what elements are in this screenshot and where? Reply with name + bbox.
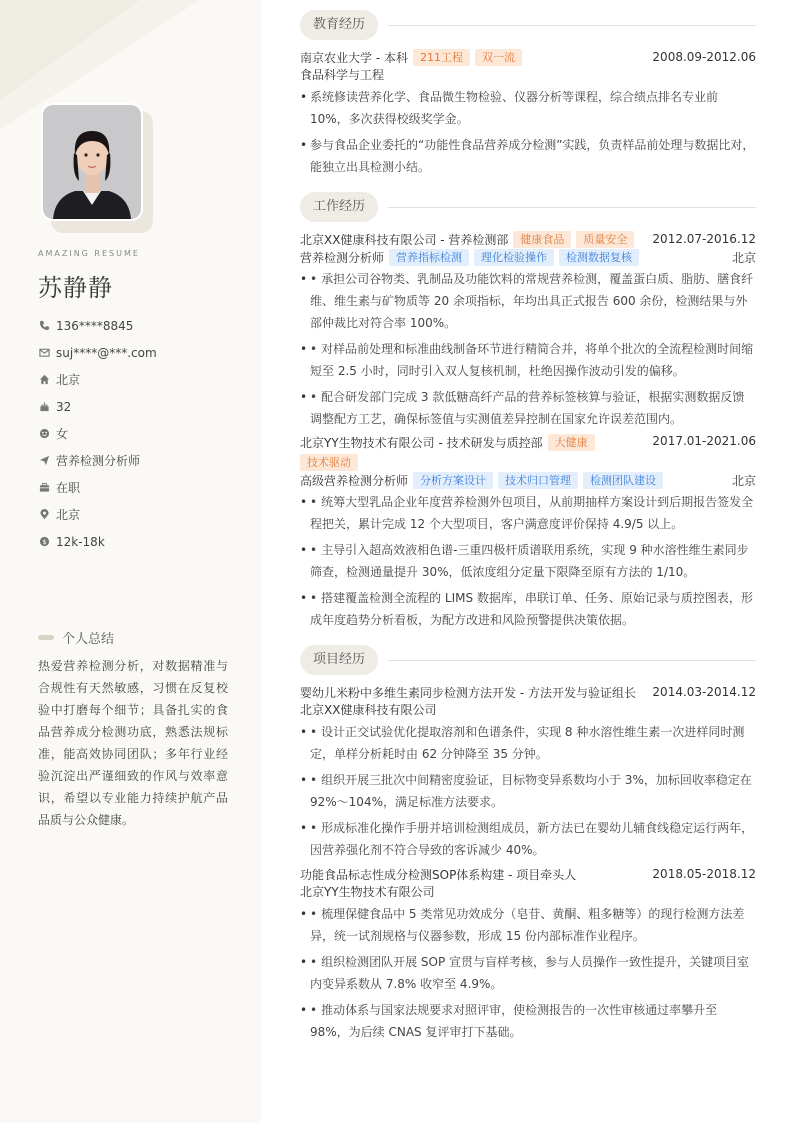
location-icon [38,509,50,521]
info-position [38,447,157,474]
heading-divider [388,660,756,661]
info-phone [38,312,157,339]
job-header-row [300,434,756,471]
residence-text: 北京 [56,373,81,387]
list-item: • • 组织检测团队开展 SOP 宣贯与盲样考核，参与人员操作一致性提升，关键项目室内变异系数从 7.8% 收窄至 4.9%。 [300,951,756,995]
job-role: 营养检测分析师 [300,250,385,265]
skill-tag: 技术归口管理 [498,472,578,489]
job-role-row [300,471,756,489]
avatar-photo [41,103,143,221]
job-date: 2017.01-2021.06 [652,434,756,448]
info-email [38,339,157,366]
education-tag: 双一流 [475,49,522,66]
project-header-row [300,683,756,701]
age-text: 32 [56,399,72,414]
job-bullets [300,268,756,430]
school-name: 南京农业大学 - 本科 [300,50,408,65]
job-role: 高级营养检测分析师 [300,473,409,488]
education-header-row [300,48,756,66]
svg-text:$: $ [41,537,47,546]
job-city: 北京 [731,250,756,265]
summary-title: 个人总结 [62,632,115,647]
company-tag: 大健康 [548,434,595,451]
list-item: • • 推动体系与国家法规要求对照评审，使检测报告的一次性审核通过率攀升至 98%，为后续 CNAS 复评审打下基础。 [300,999,756,1043]
contact-info-list [38,312,157,555]
list-item: • 系统修读营养化学、食品微生物检验、仪器分析等课程，综合绩点排名专业前10%，多次获得校级奖学金。 [300,86,756,130]
list-item: • • 梳理保健食品中 5 类常见功效成分（皂苷、黄酮、粗多糖等）的现行检测方法差异，统一试剂规格与仪器参数，形成 15 份内部标准作业程序。 [300,903,756,947]
briefcase-icon [38,482,50,494]
job-bullets [300,491,756,631]
info-age [38,393,157,420]
list-item: • • 承担公司谷物类、乳制品及功能饮料的常规营养检测，覆盖蛋白质、脂肪、膳食纤维、维生素与矿物质等 20 余项指标，年均出具正式报告 600 余份，检测结果与外部仲裁比对符合率 100%。 [300,268,756,334]
info-location [38,501,157,528]
project-org: 北京YY生物技术有限公司 [300,885,435,899]
education-title: 教育经历 [300,10,378,40]
project-name: 功能食品标志性成分检测SOP体系构建 - 项目牵头人 [300,867,577,882]
project-entry [300,865,756,1043]
project-name: 婴幼儿米粉中多维生素同步检测方法开发 - 方法开发与验证组长 [300,685,636,700]
company-tag: 技术驱动 [300,454,358,471]
info-residence [38,366,157,393]
project-date: 2018.05-2018.12 [652,867,756,881]
cake-icon [38,401,50,413]
heading-divider [388,25,756,26]
phone-icon [38,320,50,332]
list-item: • • 设计正交试验优化提取溶剂和色谱条件，实现 8 种水溶性维生素一次进样同时测定，单样分析耗时由 62 分钟降至 35 分钟。 [300,721,756,765]
project-org: 北京XX健康科技有限公司 [300,703,437,717]
heading-divider [388,207,756,208]
list-item: • 参与食品企业委托的“功能性食品营养成分检测”实践，负责样品前处理与数据比对，能独立出具检测小结。 [300,134,756,178]
candidate-name: 苏静静 [38,274,113,302]
summary-heading-bar [38,635,54,640]
work-section [300,192,756,631]
position-text: 营养检测分析师 [56,454,141,468]
job-city: 北京 [731,473,756,488]
education-tag: 211工程 [413,49,470,66]
sidebar [0,0,262,1123]
salary-text: 12k-18k [56,534,105,549]
project-date: 2014.03-2014.12 [652,685,756,699]
salary-icon [38,536,50,548]
project-bullets [300,903,756,1043]
summary-text: 热爱营养检测分析，对数据精准与合规性有天然敏感，习惯在反复校验中打磨每个细节；具备扎实的食品营养成分检测功底，熟悉法规标准，能高效协同团队；多年行业经验沉淀出严谨细致的作风与效率意识，希望以专业能力持续护航产品品质与公众健康。 [38,659,228,827]
project-entry [300,683,756,861]
company-tag: 健康食品 [513,231,571,248]
skill-tag: 检测团队建设 [583,472,663,489]
work-heading [300,192,756,222]
skill-tag: 营养指标检测 [389,249,469,266]
job-role-row [300,248,756,266]
brand-label: AMAZING RESUME [38,249,140,258]
location-text: 北京 [56,508,81,522]
home-icon [38,374,50,386]
projects-section [300,645,756,1043]
job-date: 2012.07-2016.12 [652,232,756,246]
email-text: suj****@***.com [56,345,157,360]
phone-text: 136****8845 [56,318,134,333]
education-section [300,10,756,178]
list-item: • • 对样品前处理和标准曲线制备环节进行精简合并，将单个批次的全流程检测时间缩短至 2.5 小时，同时引入双人复核机制，杜绝因操作波动引发的偏移。 [300,338,756,382]
projects-title: 项目经历 [300,645,378,675]
job-entry [300,434,756,631]
job-entry [300,230,756,430]
major: 食品科学与工程 [300,68,385,82]
list-item: • • 配合研发部门完成 3 款低糖高纤产品的营养标签核算与验证，根据实测数据反馈调整配方工艺，确保标签值与实测值差异控制在国家允许误差范围内。 [300,386,756,430]
education-bullets [300,86,756,178]
project-bullets [300,721,756,861]
skill-tag: 理化检验操作 [474,249,554,266]
mail-icon [38,347,50,359]
company-name: 北京XX健康科技有限公司 - 营养检测部 [300,232,509,247]
gender-icon [38,428,50,440]
skill-tag: 检测数据复核 [559,249,639,266]
list-item: • • 搭建覆盖检测全流程的 LIMS 数据库，串联订单、任务、原始记录与质控图表，形成年度趋势分析看板，为配方改进和风险预警提供决策依据。 [300,587,756,631]
decorative-corner-inner [0,0,140,100]
list-item: • • 组织开展三批次中间精密度验证，目标物变异系数均小于 3%，加标回收率稳定在 92%～104%，满足标准方法要求。 [300,769,756,813]
education-date: 2008.09-2012.06 [652,50,756,64]
portrait-image [43,105,141,219]
list-item: • • 统筹大型乳品企业年度营养检测外包项目，从前期抽样方案设计到后期报告签发全程把关，累计完成 12 个大型项目，客户满意度评价保持 4.9/5 以上。 [300,491,756,535]
info-salary [38,528,157,555]
job-header-row [300,230,756,248]
status-text: 在职 [56,481,81,495]
info-gender [38,420,157,447]
education-heading [300,10,756,40]
main-content [300,10,756,1057]
summary-heading [38,628,114,647]
info-status [38,474,157,501]
work-title: 工作经历 [300,192,378,222]
projects-heading [300,645,756,675]
list-item: • • 主导引入超高效液相色谱-三重四极杆质谱联用系统，实现 9 种水溶性维生素同步筛查，检测通量提升 30%，低浓度组分定量下限降至原有方法的 1/10。 [300,539,756,583]
list-item: • • 形成标准化操作手册并培训检测组成员，新方法已在婴幼儿辅食线稳定运行两年，因营养强化剂不符合导致的客诉减少 40%。 [300,817,756,861]
avatar [41,103,143,221]
send-icon [38,455,50,467]
project-header-row [300,865,756,883]
company-name: 北京YY生物技术有限公司 - 技术研发与质控部 [300,436,543,450]
skill-tag: 分析方案设计 [413,472,493,489]
company-tag: 质量安全 [576,231,634,248]
gender-text: 女 [56,427,69,441]
